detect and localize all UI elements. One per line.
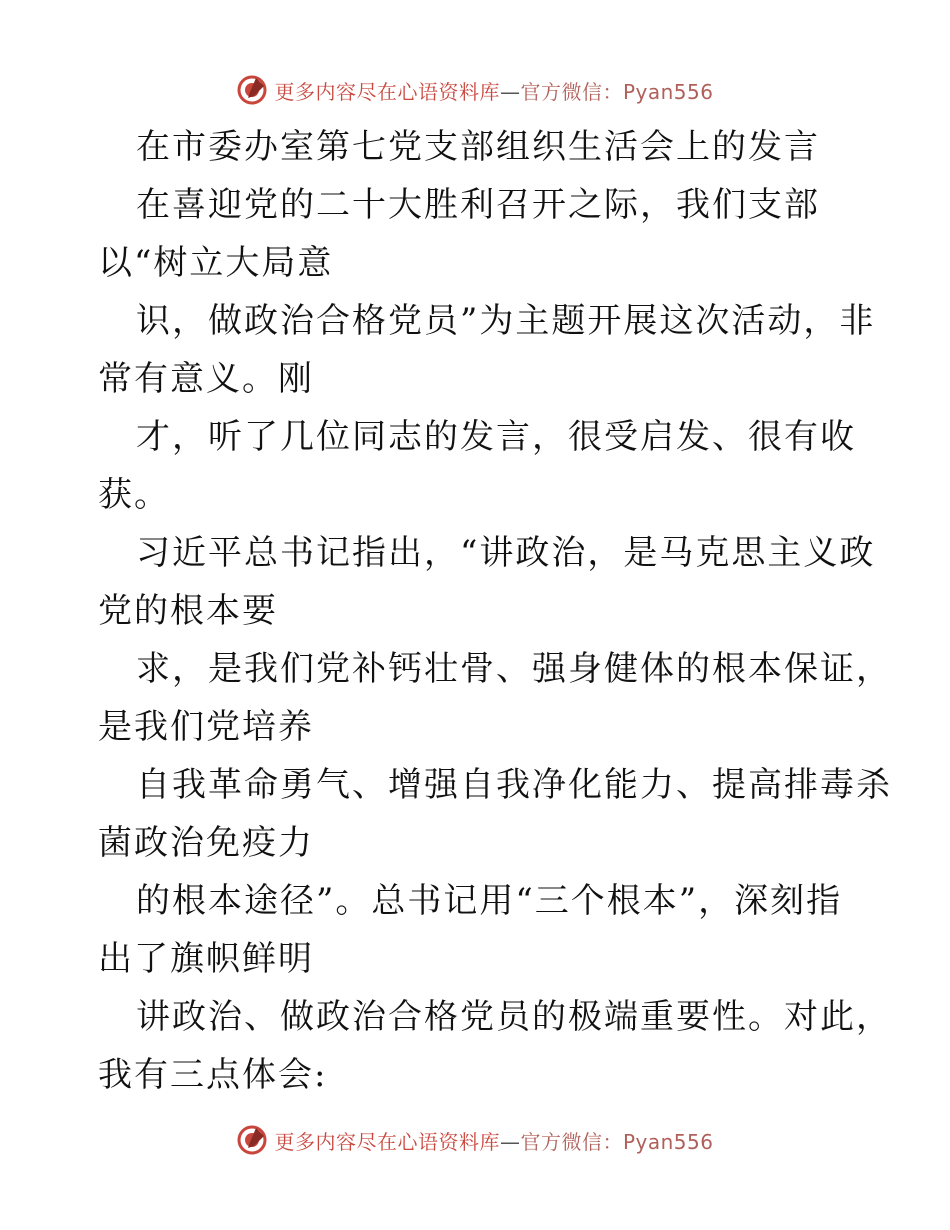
watermark-dash: — [499,79,521,104]
footer-watermark [0,1120,950,1160]
text-line: 是我们党培养 [98,707,314,747]
watermark-brand: 更多内容尽在心语资料库 [274,79,500,104]
text-line: 党的根本要 [98,591,278,631]
text-line: 习近平总书记指出，“讲政治，是马克思主义政 [136,533,876,573]
pen-logo-icon [236,74,268,106]
text-line: 出了旗帜鲜明 [98,939,314,979]
text-line: 我有三点体会: [98,1055,328,1095]
document-body [98,118,892,1104]
text-line: 才，听了几位同志的发言，很受启发、很有收 [136,417,856,457]
text-line: 获。 [98,475,170,515]
watermark-contact: 官方微信：Pyan556 [520,1129,714,1154]
text-line: 以“树立大局意 [98,243,334,283]
header-watermark [0,70,950,110]
text-line: 识，做政治合格党员”为主题开展这次活动，非 [136,301,876,341]
text-line: 菌政治免疫力 [98,823,314,863]
watermark-dash: — [499,1129,521,1154]
text-line: 的根本途径”。总书记用“三个根本”，深刻指 [136,881,843,921]
text-line: 讲政治、做政治合格党员的极端重要性。对此， [136,997,892,1037]
text-line: 在喜迎党的二十大胜利召开之际，我们支部 [136,185,820,225]
text-line: 求，是我们党补钙壮骨、强身健体的根本保证， [136,649,892,689]
pen-logo-icon [236,1124,268,1156]
text-line: 常有意义。刚 [98,359,314,399]
text-line: 自我革命勇气、增强自我净化能力、提高排毒杀 [136,765,892,805]
watermark-contact: 官方微信：Pyan556 [520,79,714,104]
document-title: 在市委办室第七党支部组织生活会上的发言 [136,127,820,167]
watermark-brand: 更多内容尽在心语资料库 [274,1129,500,1154]
